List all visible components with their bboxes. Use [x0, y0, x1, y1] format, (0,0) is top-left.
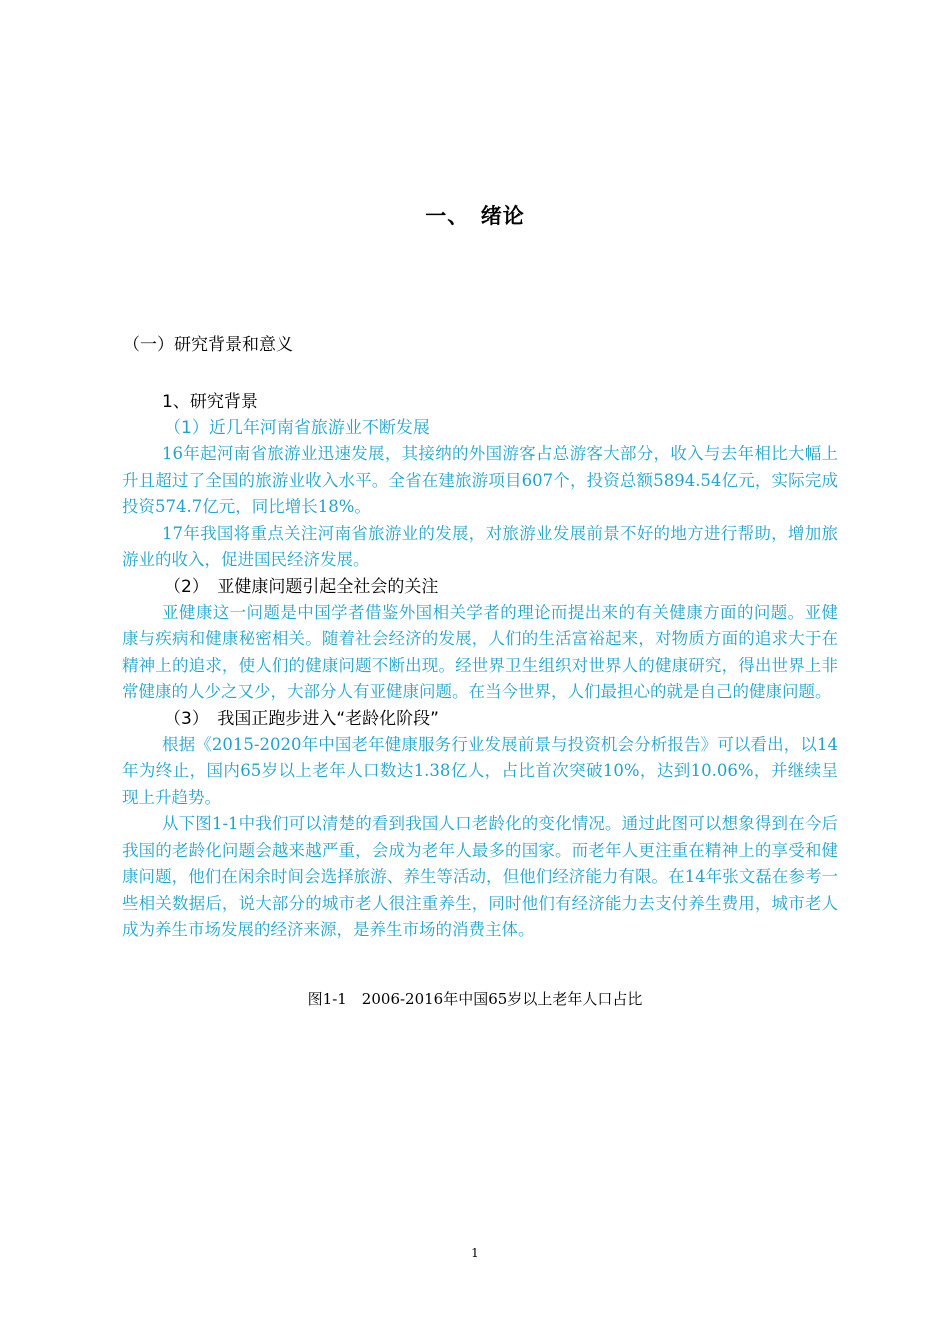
paragraph-tourism-support: 17年我国将重点关注河南省旅游业的发展，对旅游业发展前景不好的地方进行帮助，增加旅游业的收入，促进国民经济发展。 [122, 523, 838, 569]
paragraph-aging-report: 根据《2015-2020年中国老年健康服务行业发展前景与投资机会分析报告》可以看出，以14年为终止，国内65岁以上老年人口数达1.38亿人，占比首次突破10%，达到10.06%，并继续呈现上升趋势。 [122, 734, 838, 807]
paragraph-subhealth: 亚健康这一问题是中国学者借鉴外国相关学者的理论而提出来的有关健康方面的问题。亚健康与疾病和健康秘密相关。随着社会经济的发展，人们的生活富裕起来，对物质方面的追求大于在精神上的追求，使人们的健康问题不断出现。经世界卫生组织对世界人的健康研究，得出世界上非常健康的人少之又少，大部分人有亚健康问题。在当今世界，人们最担心的就是自己的健康问题。 [122, 602, 838, 701]
section-heading: （一）研究背景和意义 [123, 335, 293, 355]
figure-caption: 图1-1 2006-2016年中国65岁以上老年人口占比 [307, 990, 643, 1008]
page-number: 1 [471, 1246, 479, 1260]
body-content [122, 389, 838, 944]
paragraph-aging-trend: 从下图1-1中我们可以清楚的看到我国人口老龄化的变化情况。通过此图可以想象得到在今后我国的老龄化问题会越来越严重，会成为老年人最多的国家。而老年人更注重在精神上的享受和健康问题，他们在闲余时间会选择旅游、养生等活动，但他们经济能力有限。在14年张文磊在参考一些相关数据后，说大部分的城市老人很注重养生，同时他们有经济能力去支付养生费用，城市老人成为养生市场发展的经济来源，是养生市场的消费主体。 [122, 814, 838, 939]
topic-heading-tourism: （1）近几年河南省旅游业不断发展 [164, 418, 430, 438]
topic-heading-aging: （3） 我国正跑步进入“老龄化阶段” [164, 708, 439, 729]
chapter-title: 一、 绪论 [425, 204, 525, 228]
topic-heading-subhealth: （2） 亚健康问题引起全社会的关注 [164, 576, 439, 597]
subsection-heading: 1、研究背景 [162, 392, 258, 412]
paragraph-tourism-growth: 16年起河南省旅游业迅速发展，其接纳的外国游客占总游客大部分，收入与去年相比大幅上升且超过了全国的旅游业收入水平。全省在建旅游项目607个，投资总额5894.54亿元，实际完成投资574.7亿元，同比增长18%。 [122, 444, 838, 516]
